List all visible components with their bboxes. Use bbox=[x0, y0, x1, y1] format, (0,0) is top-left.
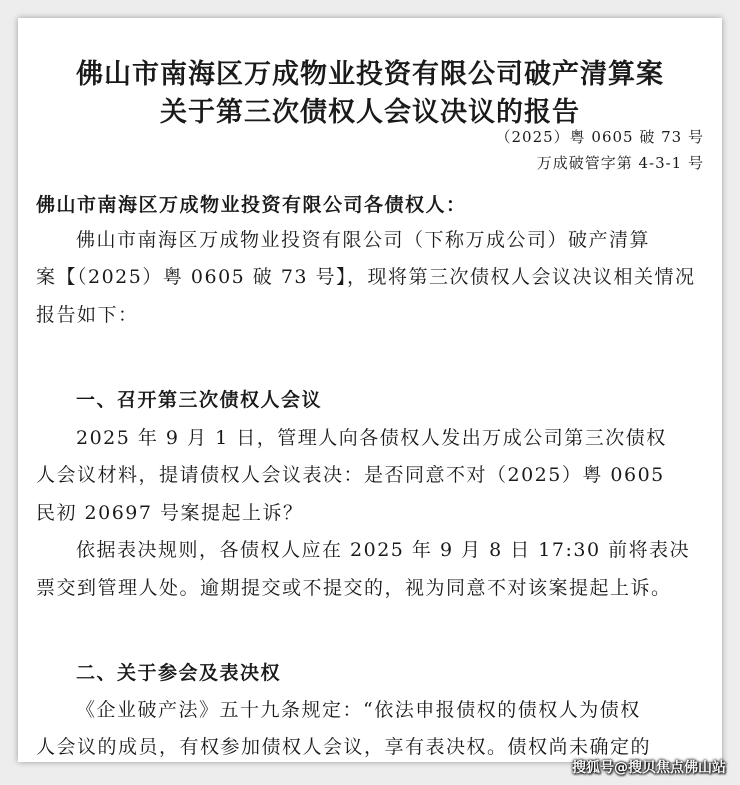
document-title-line2: 关于第三次债权人会议决议的报告 bbox=[160, 97, 580, 128]
section1-heading: 一、召开第三次债权人会议 bbox=[76, 389, 323, 411]
addressee: 佛山市南海区万成物业投资有限公司各债权人： bbox=[36, 194, 467, 216]
paragraph-line: 民初 20697 号案提起上诉？ bbox=[36, 502, 304, 524]
intro-line: 佛山市南海区万成物业投资有限公司（下称万成公司）破产清算 bbox=[76, 229, 651, 251]
document-title-line1: 佛山市南海区万成物业投资有限公司破产清算案 bbox=[76, 59, 664, 90]
case-number: （2025）粤 0605 破 73 号 bbox=[495, 128, 704, 146]
section2-heading: 二、关于参会及表决权 bbox=[76, 662, 282, 684]
intro-line: 报告如下： bbox=[36, 304, 139, 326]
paragraph-line: 依据表决规则，各债权人应在 2025 年 9 月 8 日 17:30 前将表决 bbox=[76, 539, 691, 561]
paragraph-line: 人会议的成员，有权参加债权人会议，享有表决权。债权尚未确定的 bbox=[36, 736, 652, 758]
source-watermark: 搜狐号@搜贝焦点佛山站 bbox=[572, 760, 726, 776]
document-page bbox=[18, 18, 722, 762]
paragraph-line: 人会议材料，提请债权人会议表决：是否同意不对（2025）粤 0605 bbox=[36, 464, 665, 486]
paragraph-line: 2025 年 9 月 1 日，管理人向各债权人发出万成公司第三次债权 bbox=[76, 427, 667, 449]
paragraph-line: 《企业破产法》五十九条规定：“依法申报债权的债权人为债权 bbox=[76, 699, 641, 721]
intro-line: 案【（2025）粤 0605 破 73 号】，现将第三次债权人会议决议相关情况 bbox=[36, 266, 696, 288]
document-number: 万成破管字第 4-3-1 号 bbox=[536, 154, 704, 172]
paragraph-line: 票交到管理人处。逾期提交或不提交的，视为同意不对该案提起上诉。 bbox=[36, 577, 672, 599]
